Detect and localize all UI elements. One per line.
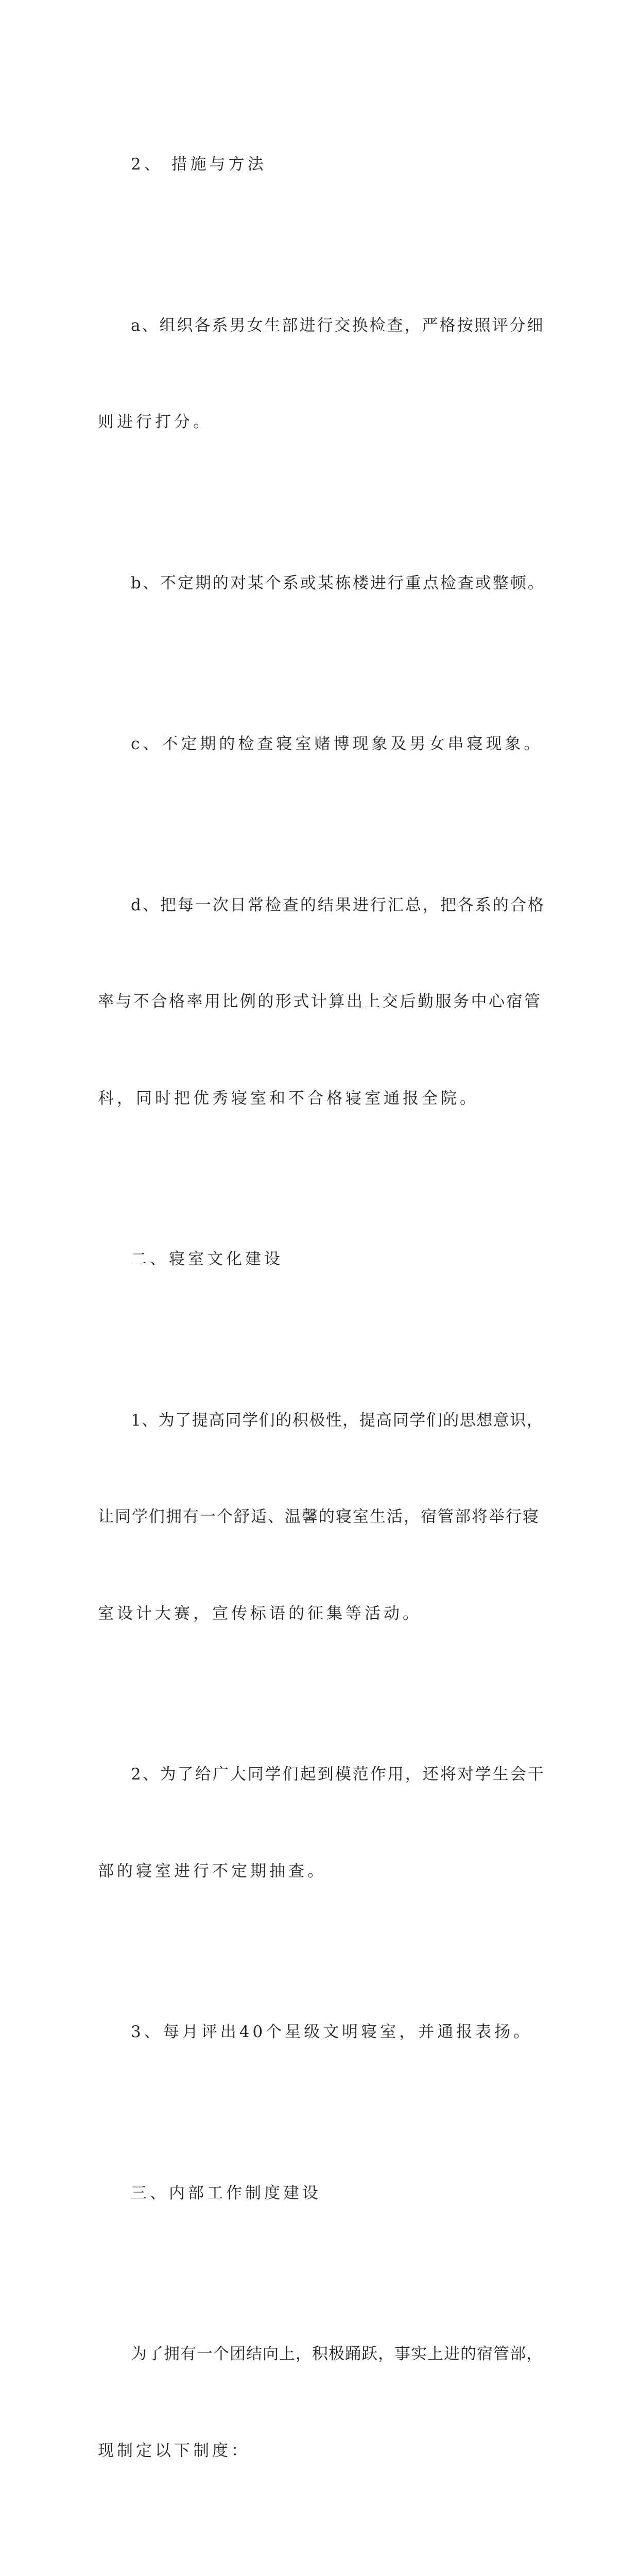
paragraph-culture-3 — [98, 1952, 546, 2113]
paragraph-item-b — [98, 503, 546, 664]
text-line: 2、 措施与方法 — [131, 155, 267, 174]
paragraph-rules-intro — [98, 2274, 546, 2531]
text-line: 三、内部工作制度建设 — [131, 2183, 321, 2202]
text-line: c、不定期的检查寝室赌博现象及男女串寝现象。 — [131, 735, 543, 753]
text-line: 科，同时把优秀寝室和不合格寝室通报全院。 — [98, 1089, 479, 1108]
paragraph-culture-2 — [98, 1694, 546, 1952]
text-line: 3、每月评出40个星级文明寝室，并通报表扬。 — [131, 2023, 533, 2041]
text-line: 为了拥有一个团结向上，积极踊跃，事实上进的宿管部， — [131, 2345, 543, 2363]
paragraph-item-d — [98, 825, 546, 1179]
text-line: 室设计大赛，宣传标语的征集等活动。 — [98, 1604, 422, 1623]
text-line: 二、寝室文化建设 — [131, 1250, 283, 1268]
paragraph-measures-heading — [98, 84, 546, 245]
text-line: 则进行打分。 — [98, 413, 212, 431]
paragraph-rules-1 — [98, 2531, 546, 2576]
text-line: 现制定以下制度： — [98, 2441, 250, 2460]
paragraph-item-a — [98, 245, 546, 503]
text-line: 1、为了提高同学们的积极性，提高同学们的思想意识， — [131, 1411, 544, 1430]
text-line: b、不定期的对某个系或某栋楼进行重点检查或整顿。 — [131, 573, 545, 592]
text-line: 部的寝室进行不定期抽查。 — [98, 1861, 326, 1880]
text-line: a、组织各系男女生部进行交换检查，严格按照评分细 — [131, 316, 545, 335]
section-heading-internal-rules — [98, 2113, 546, 2274]
paragraph-culture-1 — [98, 1340, 546, 1694]
text-line: 2、为了给广大同学们起到模范作用，还将对学生会干 — [131, 1765, 545, 1784]
section-heading-dorm-culture — [98, 1179, 546, 1340]
text-line: 率与不合格率用比例的形式计算出上交后勤服务中心宿管 — [98, 992, 542, 1011]
paragraph-item-c — [98, 664, 546, 825]
text-line: d、把每一次日常检查的结果进行汇总，把各系的合格 — [131, 895, 545, 914]
document-body — [98, 84, 546, 2576]
text-line: 让同学们拥有一个舒适、温馨的寝室生活，宿管部将举行寝 — [98, 1507, 540, 1526]
